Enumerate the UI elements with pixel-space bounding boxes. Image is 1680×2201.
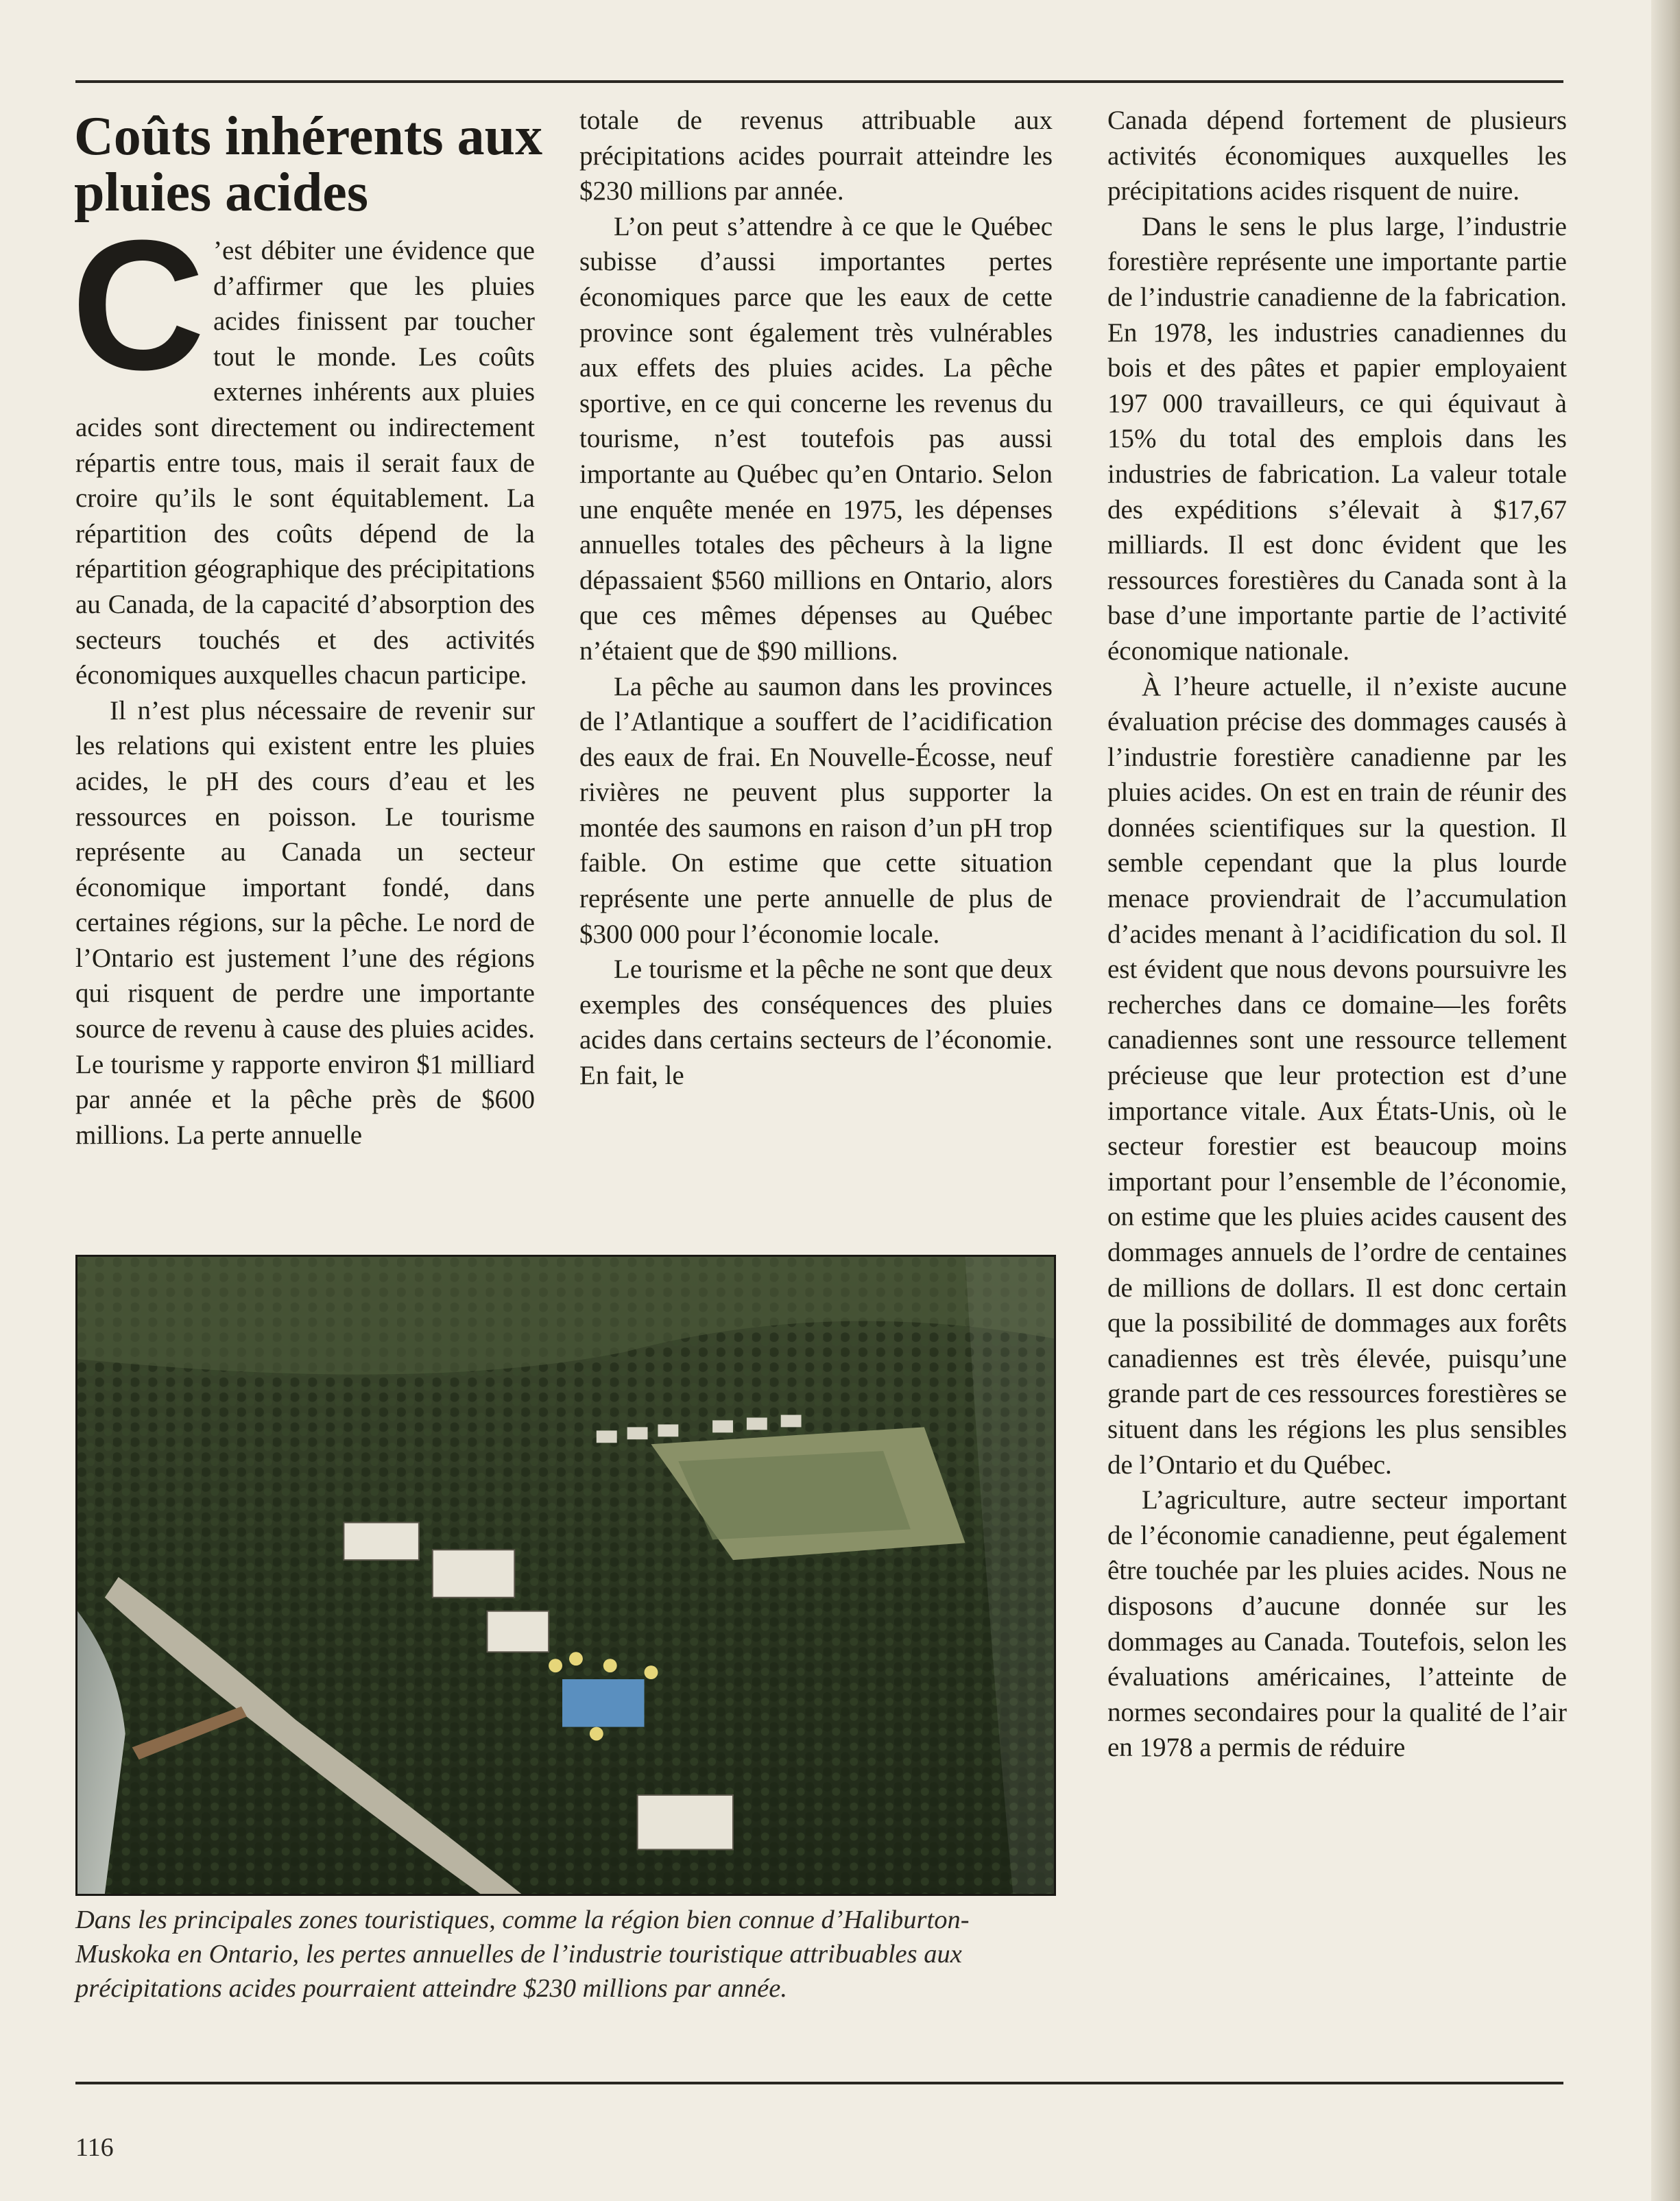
paragraph-1-text: ’est débiter une évidence que d’affirmer que les pluies acides finissent par toucher tout le monde. Les coûts externes inhérents aux pluies acides sont directement ou indirectement répartis entre tous, mais il serait faux de croire qu’ils le sont équitablement. La répartition des coûts dépend de la répartition géographique des précipitations au Canada, de la capacité d’absorption des secteurs touchés et des activités économiques auxquelles chacun participe.: [75, 236, 535, 690]
paragraph-forestry: Dans le sens le plus large, l’industrie forestière représente une importante partie de l’industrie canadienne de la fabrication. En 1978, les industries canadiennes du bois et des pâtes et papier employaient 197 000 travailleurs, ce qui équivaut à 15% du total des emplois dans les industries de fabrication. La valeur totale des expéditions s’élevait à $17,67 milliards. Il est donc évident que les ressources forestières du Canada sont à la base d’une importante partie de l’activité économique nationale.: [1107, 211, 1567, 666]
paragraph-1: [71, 202, 535, 693]
column-1: [71, 202, 535, 1153]
column-2: [579, 103, 1053, 1094]
paragraph-tourism: Le tourisme et la pêche ne sont que deux exemples des conséquences des pluies acides dans certains secteurs de l’économie. En fait, le: [579, 954, 1053, 1091]
page-number: 116: [75, 2133, 114, 2162]
column-3: [1107, 103, 1567, 1766]
paragraph-damage: À l’heure actuelle, il n’existe aucune évaluation précise des dommages causés à l’industrie forestière canadienne par les pluies acides. On est en train de réunir des données scientifiques sur la question. Il semble cependant que la plus lourde menace proviendrait de l’accumulation d’acides menant à l’acidification du sol. Il est évident que nous devons poursuivre les recherches dans ce domaine—les forêts canadiennes sont une ressource tellement précieuse que leur protection est d’une importance vitale. Aux États-Unis, où le secteur forestier est beaucoup moins important pour l’ensemble de l’économie, on estime que les pluies acides causent des dommages annuels de l’ordre de centaines de millions de dollars. Il est donc certain que la possibilité de dommages aux forêts canadiennes est très élevée, puisqu’une grande part de ces ressources forestières se situent dans les régions les plus sensibles de l’Ontario et du Québec.: [1107, 671, 1567, 1480]
paragraph-quebec: L’on peut s’attendre à ce que le Québec subisse d’aussi importantes pertes économiques parce que les eaux de cette province sont également très vulnérables aux effets des pluies acides. La pêche sportive, en ce qui concerne les revenus du tourisme, n’est toutefois pas aussi importante au Québec qu’en Ontario. Selon une enquête menée en 1975, les dépenses annuelles totales des pêcheurs à la ligne dépassaient $560 millions en Ontario, alors que ces mêmes dépenses au Québec n’étaient que de $90 millions.: [579, 211, 1053, 666]
bottom-rule: [75, 2082, 1563, 2084]
paragraph-salmon: La pêche au saumon dans les provinces de l’Atlantique a souffert de l’acidification des eaux de frai. En Nouvelle-Écosse, neuf rivières ne peuvent plus supporter la montée des saumons en raison d’un pH trop faible. On estime que cette situation représente une perte annuelle de plus de $300 000 pour l’économie locale.: [579, 671, 1053, 949]
paragraph-agriculture: L’agriculture, autre secteur important de l’économie canadienne, peut également être touchée par les pluies acides. Nous ne disposons d’aucune donnée sur les dommages au Canada. Toutefois, selon les évaluations américaines, l’atteinte de normes secondaires pour la qualité de l’air en 1978 a permis de réduire: [1107, 1485, 1567, 1763]
drop-cap: C: [71, 202, 205, 409]
paragraph-continuation: totale de revenus attribuable aux précipitations acides pourrait atteindre les $230 millions par année.: [579, 106, 1053, 206]
aerial-photo-resort: [75, 1255, 1056, 1896]
paragraph-continuation-2: Canada dépend fortement de plusieurs activités économiques auxquelles les précipitations acides risquent de nuire.: [1107, 106, 1567, 206]
photo-caption: Dans les principales zones touristiques, comme la région bien connue d’Haliburton-Muskoka en Ontario, les pertes annuelles de l’industrie touristique attribuables aux précipitations acides pourraient atteindre $230 millions par année.: [75, 1905, 970, 2003]
article-title: Coûts inhérents aux pluies acides: [74, 106, 543, 223]
top-rule: [75, 80, 1563, 83]
aerial-photo-illustration: [77, 1257, 1054, 1894]
page-binding-edge: [1651, 0, 1680, 2201]
paragraph-2: Il n’est plus nécessaire de revenir sur les relations qui existent entre les pluies acides, le pH des cours d’eau et les ressources en poisson. Le tourisme représente au Canada un secteur économique important fondé, dans certaines régions, sur la pêche. Le nord de l’Ontario est justement l’une des régions qui risquent de perdre une importante source de revenu à cause des pluies acides. Le tourisme y rapporte environ $1 milliard par année et la pêche près de $600 millions. La perte annuelle: [75, 695, 535, 1150]
